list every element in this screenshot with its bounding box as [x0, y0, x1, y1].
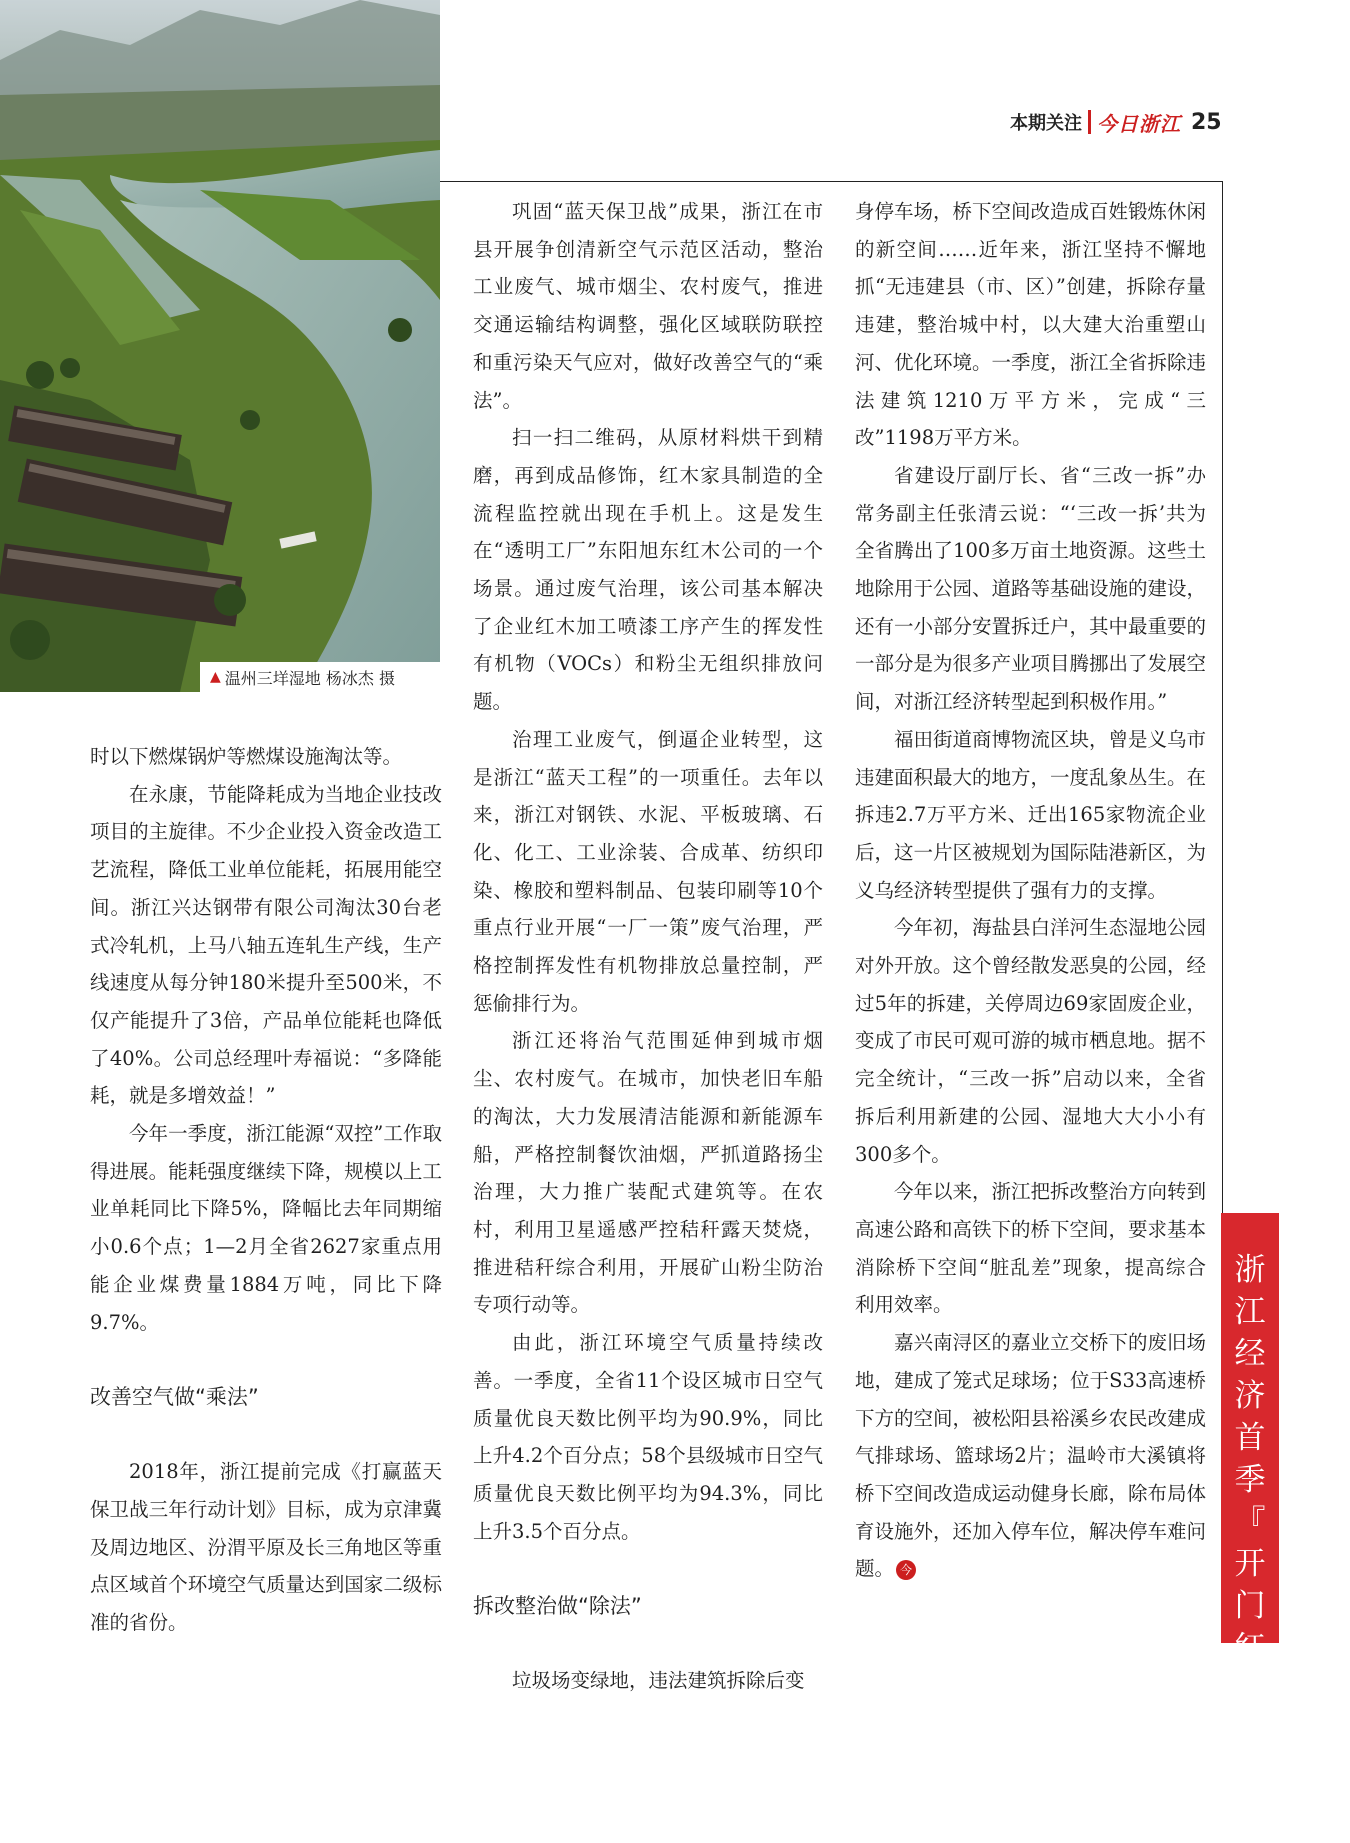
paragraph: 浙江还将治气范围延伸到城市烟尘、农村废气。在城市，加快老旧车船的淘汰，大力发展清洁能源和新能源车船，严格控制餐饮油烟，严抓道路扬尘治理，大力推广装配式建筑等。在农村，利用卫星遥感严控秸秆露天焚烧，推进秸秆综合利用，开展矿山粉尘防治专项行动等。	[473, 1029, 823, 1317]
paragraph-text: 嘉兴南浔区的嘉业立交桥下的废旧场地，建成了笼式足球场；位于S33高速桥下方的空间，被松阳县裕溪乡农民改建成气排球场、篮球场2片；温岭市大溪镇将桥下空间改造成运动健身长廊，除布局体育设施外，还加入停车位，解决停车难问题。	[855, 1331, 1207, 1581]
side-tab-char: 』	[1234, 1672, 1266, 1708]
frame-line-top	[440, 181, 1223, 182]
paragraph: 时以下燃煤锅炉等燃煤设施淘汰等。	[90, 745, 403, 768]
side-tab-char: 首	[1234, 1420, 1266, 1456]
photo-caption-text: 温州三垟湿地 杨冰杰 摄	[224, 668, 395, 688]
paragraph: 扫一扫二维码，从原材料烘干到精磨，再到成品修饰，红木家具制造的全流程监控就出现在手机上。这是发生在“透明工厂”东阳旭东红木公司的一个场景。通过废气治理，该公司基本解决了企业红木加工喷漆工序产生的挥发性有机物（VOCs）和粉尘无组织排放问题。	[473, 426, 823, 714]
section-label: 本期关注	[1010, 113, 1082, 134]
side-tab-char: 红	[1234, 1630, 1266, 1666]
side-tab-char: 浙	[1234, 1252, 1266, 1288]
paragraph: 2018年，浙江提前完成《打赢蓝天保卫战三年行动计划》目标，成为京津冀及周边地区、汾渭平原及长三角地区等重点区域首个环境空气质量达到国家二级标准的省份。	[90, 1460, 442, 1635]
wetland-aerial-image	[0, 0, 440, 692]
article-column-3	[855, 193, 1206, 1588]
paragraph: 巩固“蓝天保卫战”成果，浙江在市县开展争创清新空气示范区活动，整治工业废气、城市烟尘、农村废气，推进交通运输结构调整，强化区域联防联控和重污染天气应对，做好改善空气的“乘法”。	[473, 200, 823, 412]
end-mark-icon: 今	[896, 1560, 916, 1580]
magazine-logo: 今日浙江	[1097, 111, 1181, 136]
side-tab-char: 江	[1234, 1294, 1266, 1330]
side-tab-char: 开	[1234, 1546, 1266, 1582]
paragraph: 今年一季度，浙江能源“双控”工作取得进展。能耗强度继续下降，规模以上工业单耗同比下降5%，降幅比去年同期缩小0.6个点；1—2月全省2627家重点用能企业煤费量1884万吨，同比下降9.7%。	[90, 1122, 442, 1334]
article-column-1	[90, 738, 442, 1642]
side-tab-char: 『	[1234, 1504, 1266, 1540]
page-header	[1010, 100, 1222, 144]
side-tab-char: 季	[1234, 1462, 1266, 1498]
paragraph: 垃圾场变绿地，违法建筑拆除后变	[512, 1669, 805, 1693]
side-tab-char: 济	[1234, 1378, 1266, 1414]
side-tab-char: 门	[1234, 1588, 1266, 1624]
paragraph: 今年以来，浙江把拆改整治方向转到高速公路和高铁下的桥下空间，要求基本消除桥下空间“脏乱差”现象，提高综合利用效率。	[855, 1180, 1207, 1317]
photo-caption	[200, 662, 440, 692]
side-tab-title	[1221, 1213, 1279, 1708]
paragraph: 在永康，节能降耗成为当地企业技改项目的主旋律。不少企业投入资金改造工艺流程，降低工业单位能耗，拓展用能空间。浙江兴达钢带有限公司淘汰30台老式冷轧机，上马八轴五连轧生产线，生产线速度从每分钟180米提升至500米，不仅产能提升了3倍，产品单位能耗也降低了40%。公司总经理叶寿福说：“多降能耗，就是多增效益！”	[90, 782, 442, 1108]
article-column-2	[473, 193, 823, 1700]
paragraph: 治理工业废气，倒逼企业转型，这是浙江“蓝天工程”的一项重任。去年以来，浙江对钢铁、水泥、平板玻璃、石化、化工、工业涂装、合成革、纺织印染、橡胶和塑料制品、包装印刷等10个重点行业开展“一厂一策”废气治理，严格控制挥发性有机物排放总量控制，严惩偷排行为。	[473, 727, 823, 1015]
section-heading: 改善空气做“乘法”	[90, 1385, 259, 1410]
header-divider	[1088, 110, 1091, 134]
paragraph: 由此，浙江环境空气质量持续改善。一季度，全省11个设区城市日空气质量优良天数比例平均为90.9%，同比上升4.2个百分点；58个县级城市日空气质量优良天数比例平均为94.3%，同比上升3.5个百分点。	[473, 1331, 823, 1543]
frame-line-right	[1222, 181, 1223, 1215]
wetland-photo	[0, 0, 440, 692]
caption-triangle-icon: ▲	[210, 669, 221, 685]
page-number: 25	[1191, 109, 1222, 135]
paragraph: 今年初，海盐县白洋河生态湿地公园对外开放。这个曾经散发恶臭的公园，经过5年的拆建，关停周边69家固废企业，变成了市民可观可游的城市栖息地。据不完全统计，“三改一拆”启动以来，全省拆后利用新建的公园、湿地大大小小有300多个。	[855, 916, 1207, 1166]
paragraph: 福田街道商博物流区块，曾是义乌市违建面积最大的地方，一度乱象丛生。在拆违2.7万平方米、迁出165家物流企业后，这一片区被规划为国际陆港新区，为义乌经济转型提供了强有力的支撑。	[855, 727, 1207, 902]
side-tab-char: 经	[1234, 1336, 1266, 1372]
section-heading: 拆改整治做“除法”	[473, 1594, 642, 1619]
paragraph	[855, 1324, 1206, 1588]
paragraph: 身停车场，桥下空间改造成百姓锻炼休闲的新空间……近年来，浙江坚持不懈地抓“无违建县（市、区）”创建，拆除存量违建，整治城中村，以大建大治重塑山河、优化环境。一季度，浙江全省拆除违法建筑1210万平方米，完成“三改”1198万平方米。	[855, 200, 1207, 450]
paragraph: 省建设厅副厅长、省“三改一拆”办常务副主任张清云说：“‘三改一拆’共为全省腾出了100多万亩土地资源。这些土地除用于公园、道路等基础设施的建设，还有一小部分安置拆迁户，其中最重要的一部分是为很多产业项目腾挪出了发展空间，对浙江经济转型起到积极作用。”	[855, 463, 1207, 714]
